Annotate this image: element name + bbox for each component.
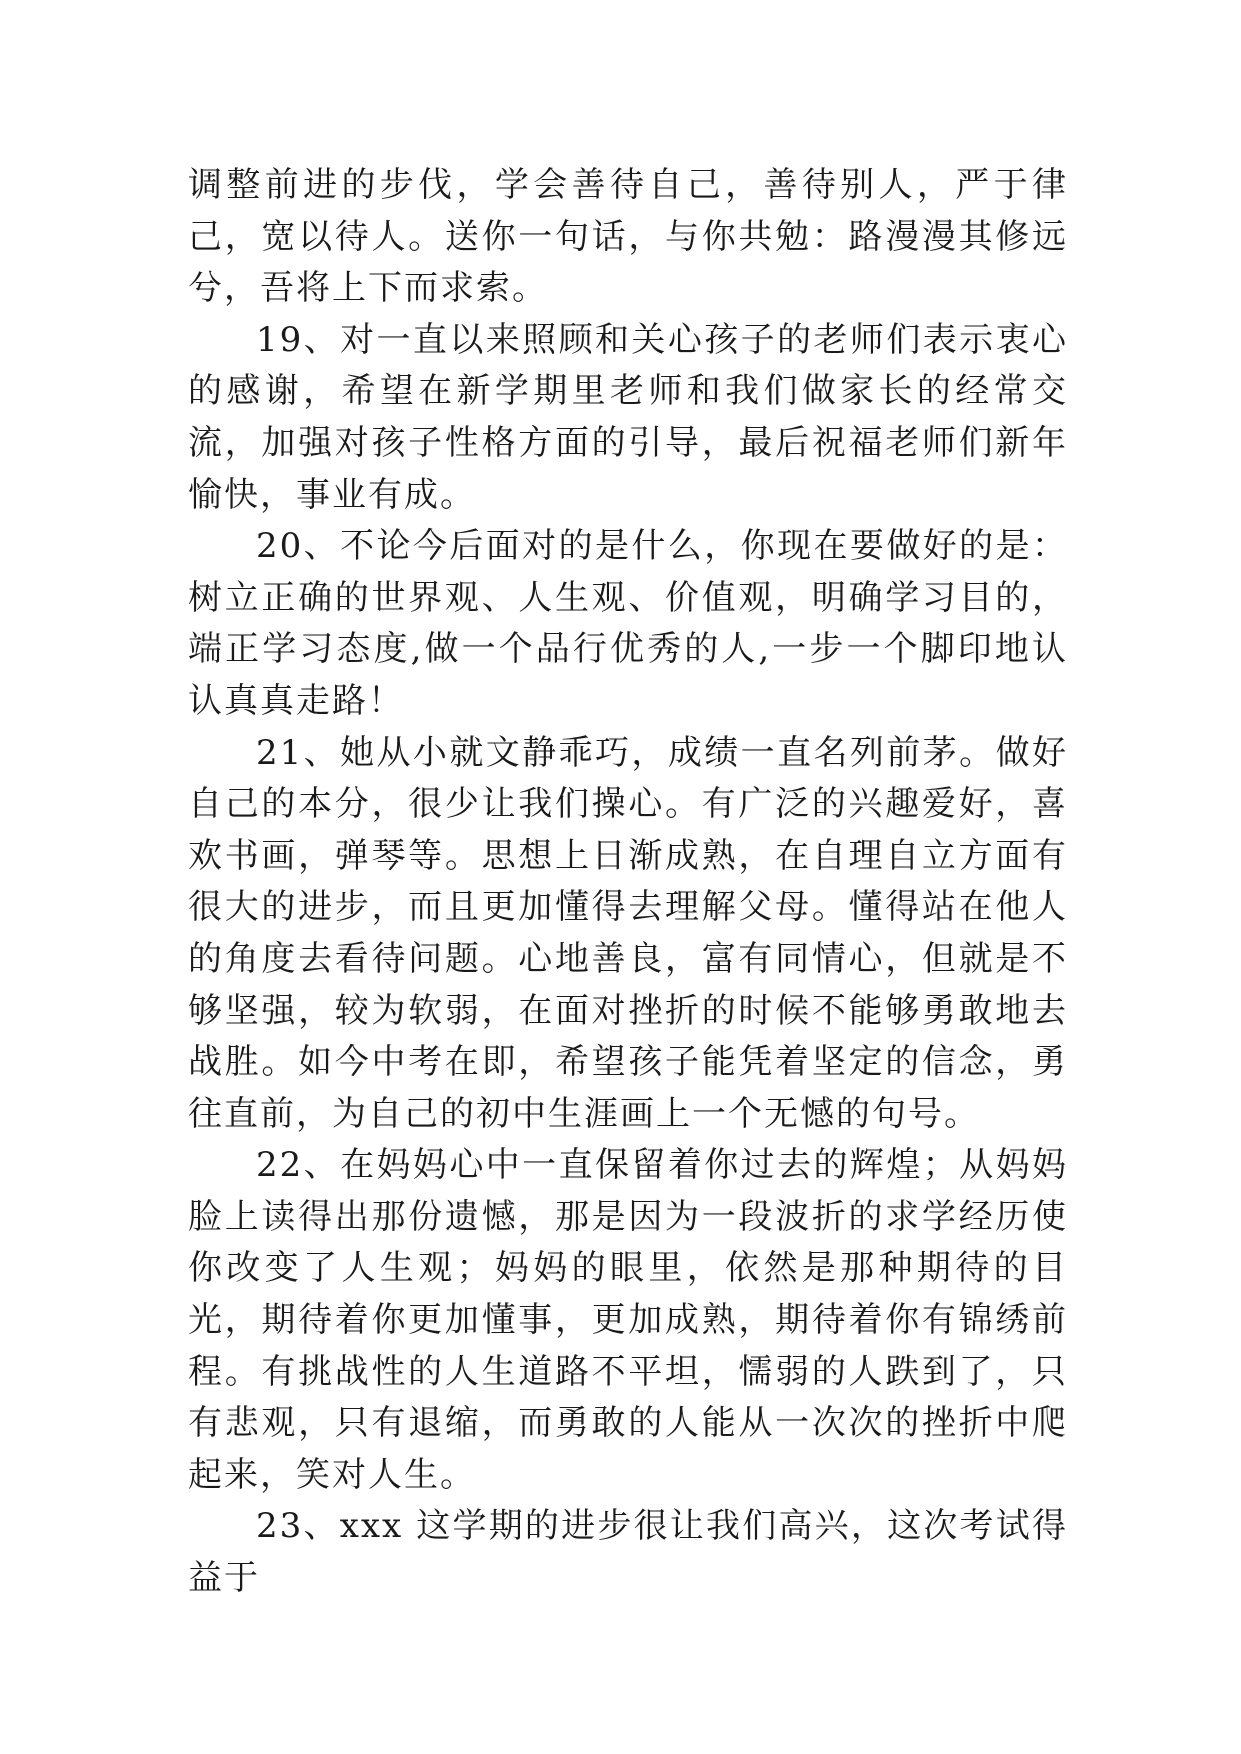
document-body xyxy=(188,160,1068,1605)
paragraph-21: 21、她从小就文静乖巧，成绩一直名列前茅。做好自己的本分，很少让我们操心。有广泛的兴趣爱好，喜欢书画，弹琴等。思想上日渐成熟，在自理自立方面有很大的进步，而且更加懂得去理解父母。懂得站在他人的角度去看待问题。心地善良，富有同情心，但就是不够坚强，较为软弱，在面对挫折的时候不能够勇敢地去战胜。如今中考在即，希望孩子能凭着坚定的信念，勇往直前，为自己的初中生涯画上一个无憾的句号。 xyxy=(188,732,1068,1134)
paragraph-20: 20、不论今后面对的是什么，你现在要做好的是：树立正确的世界观、人生观、价值观，明确学习目的，端正学习态度,做一个品行优秀的人,一步一个脚印地认认真真走路！ xyxy=(188,526,1068,721)
paragraph-continuation: 调整前进的步伐，学会善待自己，善待别人，严于律己，宽以待人。送你一句话，与你共勉：路漫漫其修远兮，吾将上下而求索。 xyxy=(188,165,1068,309)
paragraph-22: 22、在妈妈心中一直保留着你过去的辉煌；从妈妈脸上读得出那份遗憾，那是因为一段波折的求学经历使你改变了人生观；妈妈的眼里，依然是那种期待的目光，期待着你更加懂事，更加成熟，期待着你有锦绣前程。有挑战性的人生道路不平坦，懦弱的人跌到了，只有悲观，只有退缩，而勇敢的人能从一次次的挫折中爬起来，笑对人生。 xyxy=(188,1145,1068,1495)
paragraph-23: 23、xxx 这学期的进步很让我们高兴，这次考试得益于 xyxy=(188,1506,1068,1599)
paragraph-19: 19、对一直以来照顾和关心孩子的老师们表示衷心的感谢，希望在新学期里老师和我们做家长的经常交流，加强对孩子性格方面的引导，最后祝福老师们新年愉快，事业有成。 xyxy=(188,319,1068,515)
